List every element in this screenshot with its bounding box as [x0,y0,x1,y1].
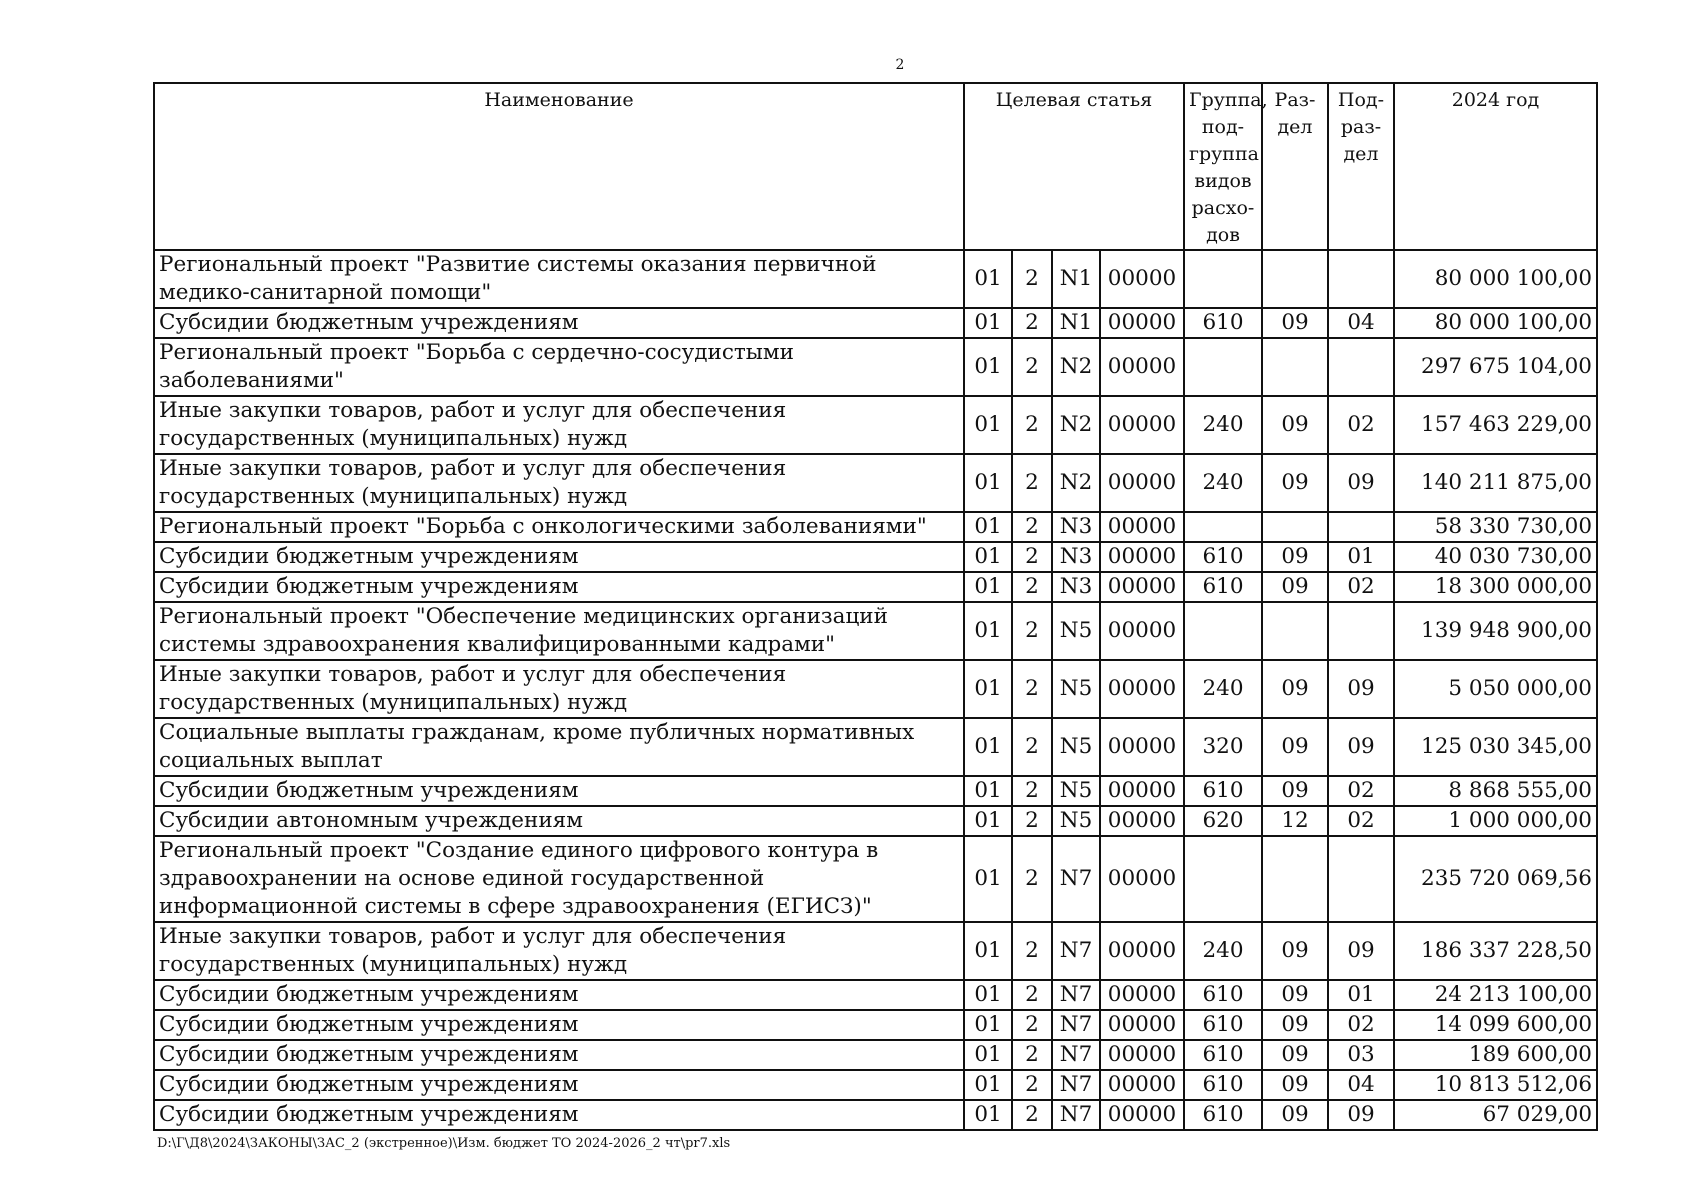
expense-group [1184,250,1262,308]
target-article-part-3: N7 [1052,1100,1100,1130]
target-article-part-4: 00000 [1100,806,1184,836]
target-article-part-1: 01 [964,806,1012,836]
section: 09 [1262,1100,1328,1130]
target-article-part-1: 01 [964,602,1012,660]
section: 09 [1262,1040,1328,1070]
target-article-part-3: N7 [1052,980,1100,1010]
target-article-part-3: N7 [1052,922,1100,980]
row-name: Социальные выплаты гражданам, кроме публичных нормативных социальных выплат [154,718,964,776]
subsection: 09 [1328,454,1394,512]
target-article-part-1: 01 [964,1070,1012,1100]
expense-group: 320 [1184,718,1262,776]
row-name: Субсидии бюджетным учреждениям [154,542,964,572]
budget-table [153,82,1598,1131]
table-row [154,836,1597,922]
row-name: Иные закупки товаров, работ и услуг для обеспечения государственных (муниципальных) нужд [154,454,964,512]
table-row [154,1010,1597,1040]
table-row [154,338,1597,396]
target-article-part-3: N1 [1052,308,1100,338]
target-article-part-2: 2 [1012,572,1052,602]
target-article-part-1: 01 [964,454,1012,512]
target-article-part-2: 2 [1012,1070,1052,1100]
subsection: 02 [1328,396,1394,454]
table-row [154,660,1597,718]
target-article-part-3: N7 [1052,836,1100,922]
amount-2024: 80 000 100,00 [1394,308,1597,338]
target-article-part-4: 00000 [1100,396,1184,454]
target-article-part-2: 2 [1012,542,1052,572]
target-article-part-3: N5 [1052,660,1100,718]
table-header-row [154,83,1597,250]
target-article-part-4: 00000 [1100,1040,1184,1070]
target-article-part-4: 00000 [1100,338,1184,396]
target-article-part-2: 2 [1012,338,1052,396]
row-name: Субсидии бюджетным учреждениям [154,980,964,1010]
amount-2024: 18 300 000,00 [1394,572,1597,602]
table-row [154,308,1597,338]
row-name: Субсидии бюджетным учреждениям [154,1070,964,1100]
row-name: Субсидии автономным учреждениям [154,806,964,836]
row-name: Региональный проект "Обеспечение медицинских организаций системы здравоохранения квалифицированными кадрами" [154,602,964,660]
expense-group: 610 [1184,1070,1262,1100]
amount-2024: 40 030 730,00 [1394,542,1597,572]
target-article-part-4: 00000 [1100,660,1184,718]
amount-2024: 297 675 104,00 [1394,338,1597,396]
page-number: 2 [895,57,905,73]
subsection: 04 [1328,1070,1394,1100]
target-article-part-2: 2 [1012,776,1052,806]
target-article-part-2: 2 [1012,602,1052,660]
target-article-part-1: 01 [964,308,1012,338]
expense-group: 610 [1184,1010,1262,1040]
target-article-part-1: 01 [964,980,1012,1010]
amount-2024: 157 463 229,00 [1394,396,1597,454]
amount-2024: 8 868 555,00 [1394,776,1597,806]
row-name: Субсидии бюджетным учреждениям [154,572,964,602]
row-name: Иные закупки товаров, работ и услуг для обеспечения государственных (муниципальных) нужд [154,660,964,718]
row-name: Субсидии бюджетным учреждениям [154,308,964,338]
section: 09 [1262,660,1328,718]
target-article-part-3: N2 [1052,396,1100,454]
target-article-part-4: 00000 [1100,1070,1184,1100]
table-row [154,250,1597,308]
row-name: Субсидии бюджетным учреждениям [154,1040,964,1070]
subsection [1328,512,1394,542]
header-year: 2024 год [1394,83,1597,250]
target-article-part-4: 00000 [1100,572,1184,602]
target-article-part-2: 2 [1012,1010,1052,1040]
amount-2024: 14 099 600,00 [1394,1010,1597,1040]
target-article-part-1: 01 [964,542,1012,572]
section [1262,836,1328,922]
amount-2024: 5 050 000,00 [1394,660,1597,718]
target-article-part-1: 01 [964,1010,1012,1040]
table-row [154,602,1597,660]
target-article-part-2: 2 [1012,922,1052,980]
row-name: Региональный проект "Борьба с сердечно-сосудистыми заболеваниями" [154,338,964,396]
table-row [154,1070,1597,1100]
section: 09 [1262,308,1328,338]
target-article-part-2: 2 [1012,454,1052,512]
file-path-footer: D:\Г\Д8\2024\ЗАКОНЫ\ЗАС_2 (экстренное)\Изм. бюджет ТО 2024-2026_2 чт\pr7.xls [157,1136,731,1151]
subsection: 09 [1328,718,1394,776]
target-article-part-3: N3 [1052,542,1100,572]
target-article-part-1: 01 [964,776,1012,806]
table-row [154,454,1597,512]
target-article-part-2: 2 [1012,512,1052,542]
target-article-part-2: 2 [1012,1040,1052,1070]
section [1262,250,1328,308]
header-section: Раз- дел [1262,83,1328,250]
target-article-part-3: N7 [1052,1070,1100,1100]
target-article-part-1: 01 [964,512,1012,542]
amount-2024: 235 720 069,56 [1394,836,1597,922]
target-article-part-2: 2 [1012,980,1052,1010]
target-article-part-2: 2 [1012,250,1052,308]
target-article-part-1: 01 [964,250,1012,308]
amount-2024: 125 030 345,00 [1394,718,1597,776]
target-article-part-4: 00000 [1100,718,1184,776]
subsection: 02 [1328,572,1394,602]
expense-group: 610 [1184,980,1262,1010]
amount-2024: 58 330 730,00 [1394,512,1597,542]
expense-group: 610 [1184,1100,1262,1130]
amount-2024: 140 211 875,00 [1394,454,1597,512]
target-article-part-4: 00000 [1100,542,1184,572]
target-article-part-4: 00000 [1100,922,1184,980]
expense-group: 610 [1184,542,1262,572]
expense-group [1184,602,1262,660]
subsection [1328,250,1394,308]
amount-2024: 24 213 100,00 [1394,980,1597,1010]
target-article-part-4: 00000 [1100,454,1184,512]
row-name: Иные закупки товаров, работ и услуг для обеспечения государственных (муниципальных) нужд [154,396,964,454]
section: 09 [1262,572,1328,602]
section: 09 [1262,1070,1328,1100]
header-subsection: Под- раз- дел [1328,83,1394,250]
target-article-part-2: 2 [1012,1100,1052,1130]
section: 09 [1262,542,1328,572]
amount-2024: 189 600,00 [1394,1040,1597,1070]
subsection [1328,836,1394,922]
target-article-part-2: 2 [1012,308,1052,338]
subsection [1328,602,1394,660]
target-article-part-1: 01 [964,836,1012,922]
row-name: Иные закупки товаров, работ и услуг для обеспечения государственных (муниципальных) нужд [154,922,964,980]
amount-2024: 139 948 900,00 [1394,602,1597,660]
target-article-part-2: 2 [1012,806,1052,836]
expense-group [1184,512,1262,542]
section [1262,338,1328,396]
table-row [154,396,1597,454]
section: 09 [1262,980,1328,1010]
subsection: 09 [1328,922,1394,980]
subsection: 01 [1328,542,1394,572]
expense-group: 620 [1184,806,1262,836]
header-expense-group: Группа, под- группа видов расхо- дов [1184,83,1262,250]
subsection: 04 [1328,308,1394,338]
table-body [154,250,1597,1130]
header-name: Наименование [154,83,964,250]
target-article-part-3: N1 [1052,250,1100,308]
table-row [154,806,1597,836]
target-article-part-3: N7 [1052,1040,1100,1070]
target-article-part-4: 00000 [1100,602,1184,660]
target-article-part-4: 00000 [1100,980,1184,1010]
target-article-part-1: 01 [964,1040,1012,1070]
target-article-part-1: 01 [964,718,1012,776]
target-article-part-4: 00000 [1100,836,1184,922]
target-article-part-4: 00000 [1100,308,1184,338]
subsection: 03 [1328,1040,1394,1070]
row-name: Субсидии бюджетным учреждениям [154,1010,964,1040]
target-article-part-3: N3 [1052,572,1100,602]
amount-2024: 186 337 228,50 [1394,922,1597,980]
table-row [154,980,1597,1010]
target-article-part-2: 2 [1012,396,1052,454]
target-article-part-3: N2 [1052,454,1100,512]
expense-group: 240 [1184,454,1262,512]
section: 09 [1262,718,1328,776]
target-article-part-4: 00000 [1100,1100,1184,1130]
section: 09 [1262,454,1328,512]
amount-2024: 1 000 000,00 [1394,806,1597,836]
table-row [154,922,1597,980]
target-article-part-4: 00000 [1100,512,1184,542]
amount-2024: 10 813 512,06 [1394,1070,1597,1100]
row-name: Региональный проект "Развитие системы оказания первичной медико-санитарной помощи" [154,250,964,308]
amount-2024: 80 000 100,00 [1394,250,1597,308]
expense-group: 610 [1184,776,1262,806]
subsection [1328,338,1394,396]
section: 12 [1262,806,1328,836]
subsection: 09 [1328,660,1394,718]
row-name: Региональный проект "Создание единого цифрового контура в здравоохранении на основе единой государственной информационной системы в сфере здравоохранения (ЕГИСЗ)" [154,836,964,922]
target-article-part-2: 2 [1012,836,1052,922]
target-article-part-4: 00000 [1100,1010,1184,1040]
table-row [154,1040,1597,1070]
expense-group [1184,836,1262,922]
subsection: 02 [1328,1010,1394,1040]
target-article-part-3: N3 [1052,512,1100,542]
target-article-part-1: 01 [964,660,1012,718]
target-article-part-3: N5 [1052,602,1100,660]
table-row [154,572,1597,602]
table-row [154,718,1597,776]
target-article-part-1: 01 [964,396,1012,454]
section [1262,512,1328,542]
expense-group: 610 [1184,1040,1262,1070]
table-row [154,512,1597,542]
target-article-part-1: 01 [964,572,1012,602]
row-name: Субсидии бюджетным учреждениям [154,1100,964,1130]
table-row [154,776,1597,806]
section [1262,602,1328,660]
expense-group: 240 [1184,396,1262,454]
expense-group: 610 [1184,572,1262,602]
amount-2024: 67 029,00 [1394,1100,1597,1130]
target-article-part-3: N2 [1052,338,1100,396]
subsection: 02 [1328,806,1394,836]
target-article-part-3: N5 [1052,806,1100,836]
target-article-part-1: 01 [964,922,1012,980]
table-row [154,542,1597,572]
header-target-article: Целевая статья [964,83,1184,250]
row-name: Региональный проект "Борьба с онкологическими заболеваниями" [154,512,964,542]
subsection: 02 [1328,776,1394,806]
expense-group [1184,338,1262,396]
row-name: Субсидии бюджетным учреждениям [154,776,964,806]
target-article-part-3: N5 [1052,776,1100,806]
target-article-part-2: 2 [1012,660,1052,718]
target-article-part-4: 00000 [1100,776,1184,806]
target-article-part-3: N7 [1052,1010,1100,1040]
target-article-part-2: 2 [1012,718,1052,776]
expense-group: 610 [1184,308,1262,338]
subsection: 09 [1328,1100,1394,1130]
section: 09 [1262,1010,1328,1040]
target-article-part-4: 00000 [1100,250,1184,308]
target-article-part-1: 01 [964,338,1012,396]
table-row [154,1100,1597,1130]
expense-group: 240 [1184,660,1262,718]
subsection: 01 [1328,980,1394,1010]
section: 09 [1262,776,1328,806]
target-article-part-1: 01 [964,1100,1012,1130]
section: 09 [1262,396,1328,454]
expense-group: 240 [1184,922,1262,980]
section: 09 [1262,922,1328,980]
target-article-part-3: N5 [1052,718,1100,776]
